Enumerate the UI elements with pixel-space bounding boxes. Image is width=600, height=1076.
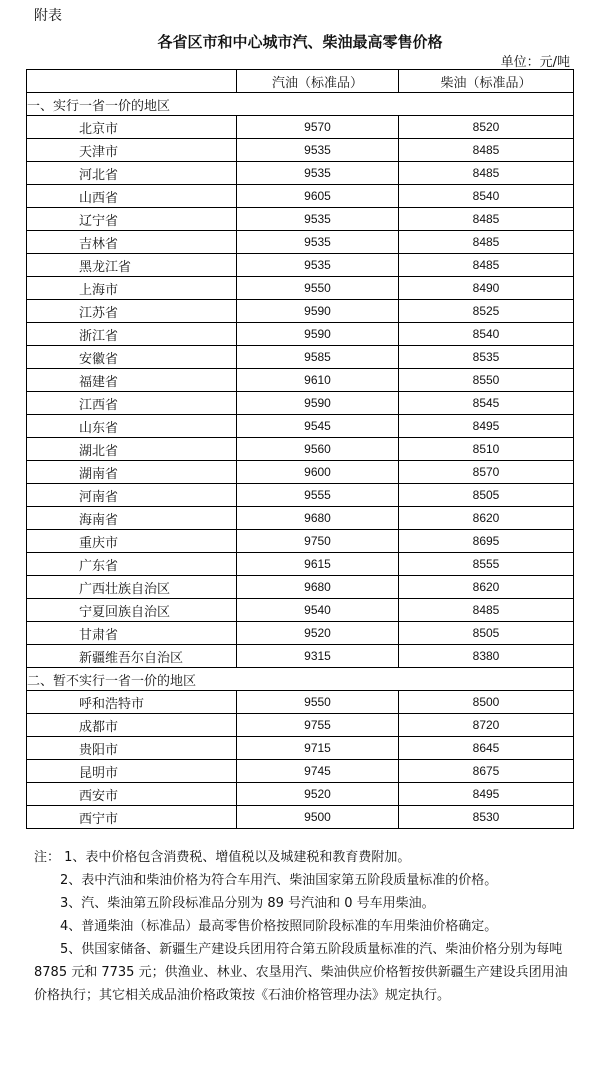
- region-cell: 西安市: [27, 783, 237, 806]
- table-row: [27, 254, 574, 277]
- diesel-price-cell: 8490: [399, 277, 574, 300]
- table-row: [27, 599, 574, 622]
- section-label: 二、暂不实行一省一价的地区: [27, 668, 574, 691]
- diesel-price-cell: 8525: [399, 300, 574, 323]
- price-table-body: [27, 70, 574, 829]
- gasoline-price-cell: 9535: [237, 231, 399, 254]
- region-cell: 河北省: [27, 162, 237, 185]
- diesel-price-cell: 8540: [399, 323, 574, 346]
- region-cell: 呼和浩特市: [27, 691, 237, 714]
- table-row: [27, 415, 574, 438]
- diesel-price-cell: 8485: [399, 599, 574, 622]
- price-table: [26, 69, 574, 829]
- region-cell: 广东省: [27, 553, 237, 576]
- gasoline-price-cell: 9680: [237, 507, 399, 530]
- gasoline-price-cell: 9560: [237, 438, 399, 461]
- diesel-price-cell: 8485: [399, 254, 574, 277]
- diesel-price-cell: 8485: [399, 139, 574, 162]
- diesel-price-cell: 8620: [399, 576, 574, 599]
- note-item: 5、供国家储备、新疆生产建设兵团用符合第五阶段质量标准的汽、柴油价格分别为每吨 8785 元和 7735 元；供渔业、林业、农垦用汽、柴油供应价格暂按供新疆生产建设兵团用油价格执行；其它相关成品油价格政策按《石油价格管理办法》规定执行。: [34, 942, 568, 1003]
- diesel-price-cell: 8550: [399, 369, 574, 392]
- diesel-price-cell: 8720: [399, 714, 574, 737]
- gasoline-price-cell: 9605: [237, 185, 399, 208]
- table-row: [27, 162, 574, 185]
- region-cell: 山东省: [27, 415, 237, 438]
- region-cell: 浙江省: [27, 323, 237, 346]
- table-row: [27, 392, 574, 415]
- gasoline-price-cell: 9535: [237, 208, 399, 231]
- table-row: [27, 691, 574, 714]
- diesel-price-cell: 8545: [399, 392, 574, 415]
- appendix-label: 附表: [34, 8, 62, 24]
- table-row: [27, 576, 574, 599]
- gasoline-price-cell: 9535: [237, 162, 399, 185]
- diesel-price-cell: 8495: [399, 415, 574, 438]
- diesel-price-cell: 8620: [399, 507, 574, 530]
- gasoline-price-cell: 9520: [237, 622, 399, 645]
- region-cell: 广西壮族自治区: [27, 576, 237, 599]
- region-cell: 辽宁省: [27, 208, 237, 231]
- table-row: [27, 277, 574, 300]
- table-row: [27, 346, 574, 369]
- region-cell: 甘肃省: [27, 622, 237, 645]
- gasoline-price-cell: 9610: [237, 369, 399, 392]
- gasoline-price-cell: 9600: [237, 461, 399, 484]
- gasoline-price-cell: 9520: [237, 783, 399, 806]
- region-cell: 宁夏回族自治区: [27, 599, 237, 622]
- region-cell: 贵阳市: [27, 737, 237, 760]
- table-row: [27, 530, 574, 553]
- table-row: [27, 714, 574, 737]
- table-row: [27, 645, 574, 668]
- region-cell: 上海市: [27, 277, 237, 300]
- table-row: [27, 139, 574, 162]
- diesel-price-cell: 8495: [399, 783, 574, 806]
- gasoline-price-cell: 9715: [237, 737, 399, 760]
- diesel-price-cell: 8570: [399, 461, 574, 484]
- header-diesel: 柴油（标准品）: [399, 70, 574, 93]
- region-cell: 山西省: [27, 185, 237, 208]
- table-row: [27, 507, 574, 530]
- region-cell: 河南省: [27, 484, 237, 507]
- table-row: [27, 323, 574, 346]
- region-cell: 天津市: [27, 139, 237, 162]
- gasoline-price-cell: 9590: [237, 300, 399, 323]
- section-row: [27, 668, 574, 691]
- gasoline-price-cell: 9535: [237, 254, 399, 277]
- gasoline-price-cell: 9500: [237, 806, 399, 829]
- diesel-price-cell: 8505: [399, 622, 574, 645]
- table-row: [27, 116, 574, 139]
- table-row: [27, 553, 574, 576]
- gasoline-price-cell: 9545: [237, 415, 399, 438]
- gasoline-price-cell: 9590: [237, 392, 399, 415]
- section-row: [27, 93, 574, 116]
- region-cell: 湖北省: [27, 438, 237, 461]
- gasoline-price-cell: 9755: [237, 714, 399, 737]
- region-cell: 吉林省: [27, 231, 237, 254]
- diesel-price-cell: 8485: [399, 231, 574, 254]
- table-row: [27, 806, 574, 829]
- table-row: [27, 622, 574, 645]
- gasoline-price-cell: 9570: [237, 116, 399, 139]
- region-cell: 安徽省: [27, 346, 237, 369]
- region-cell: 成都市: [27, 714, 237, 737]
- table-row: [27, 737, 574, 760]
- gasoline-price-cell: 9535: [237, 139, 399, 162]
- note-item: 注： 1、表中价格包含消费税、增值税以及城建税和教育费附加。: [34, 850, 411, 865]
- table-row: [27, 461, 574, 484]
- table-row: [27, 484, 574, 507]
- table-row: [27, 760, 574, 783]
- table-row: [27, 185, 574, 208]
- table-row: [27, 783, 574, 806]
- header-region: [27, 70, 237, 93]
- diesel-price-cell: 8645: [399, 737, 574, 760]
- gasoline-price-cell: 9550: [237, 691, 399, 714]
- table-title: 各省区市和中心城市汽、柴油最高零售价格: [157, 33, 443, 51]
- diesel-price-cell: 8505: [399, 484, 574, 507]
- diesel-price-cell: 8520: [399, 116, 574, 139]
- diesel-price-cell: 8380: [399, 645, 574, 668]
- table-row: [27, 438, 574, 461]
- diesel-price-cell: 8695: [399, 530, 574, 553]
- diesel-price-cell: 8535: [399, 346, 574, 369]
- gasoline-price-cell: 9750: [237, 530, 399, 553]
- unit-label: 单位：元/吨: [500, 55, 570, 70]
- section-label: 一、实行一省一价的地区: [27, 93, 574, 116]
- gasoline-price-cell: 9745: [237, 760, 399, 783]
- diesel-price-cell: 8540: [399, 185, 574, 208]
- region-cell: 新疆维吾尔自治区: [27, 645, 237, 668]
- diesel-price-cell: 8500: [399, 691, 574, 714]
- region-cell: 西宁市: [27, 806, 237, 829]
- region-cell: 昆明市: [27, 760, 237, 783]
- region-cell: 江苏省: [27, 300, 237, 323]
- gasoline-price-cell: 9550: [237, 277, 399, 300]
- diesel-price-cell: 8530: [399, 806, 574, 829]
- header-gasoline: 汽油（标准品）: [237, 70, 399, 93]
- diesel-price-cell: 8675: [399, 760, 574, 783]
- gasoline-price-cell: 9615: [237, 553, 399, 576]
- diesel-price-cell: 8555: [399, 553, 574, 576]
- table-row: [27, 231, 574, 254]
- region-cell: 湖南省: [27, 461, 237, 484]
- diesel-price-cell: 8510: [399, 438, 574, 461]
- table-row: [27, 369, 574, 392]
- note-item: 2、表中汽油和柴油价格为符合车用汽、柴油国家第五阶段质量标准的价格。: [60, 873, 498, 888]
- notes-block: [34, 846, 574, 1007]
- region-cell: 海南省: [27, 507, 237, 530]
- gasoline-price-cell: 9555: [237, 484, 399, 507]
- region-cell: 福建省: [27, 369, 237, 392]
- table-row: [27, 208, 574, 231]
- gasoline-price-cell: 9540: [237, 599, 399, 622]
- gasoline-price-cell: 9315: [237, 645, 399, 668]
- table-row: [27, 300, 574, 323]
- gasoline-price-cell: 9590: [237, 323, 399, 346]
- diesel-price-cell: 8485: [399, 208, 574, 231]
- region-cell: 江西省: [27, 392, 237, 415]
- gasoline-price-cell: 9680: [237, 576, 399, 599]
- note-item: 3、汽、柴油第五阶段标准品分别为 89 号汽油和 0 号车用柴油。: [60, 896, 435, 911]
- region-cell: 黑龙江省: [27, 254, 237, 277]
- region-cell: 北京市: [27, 116, 237, 139]
- note-item: 4、普通柴油（标准品）最高零售价格按照同阶段标准的车用柴油价格确定。: [60, 919, 498, 934]
- diesel-price-cell: 8485: [399, 162, 574, 185]
- region-cell: 重庆市: [27, 530, 237, 553]
- gasoline-price-cell: 9585: [237, 346, 399, 369]
- header-row: [27, 70, 574, 93]
